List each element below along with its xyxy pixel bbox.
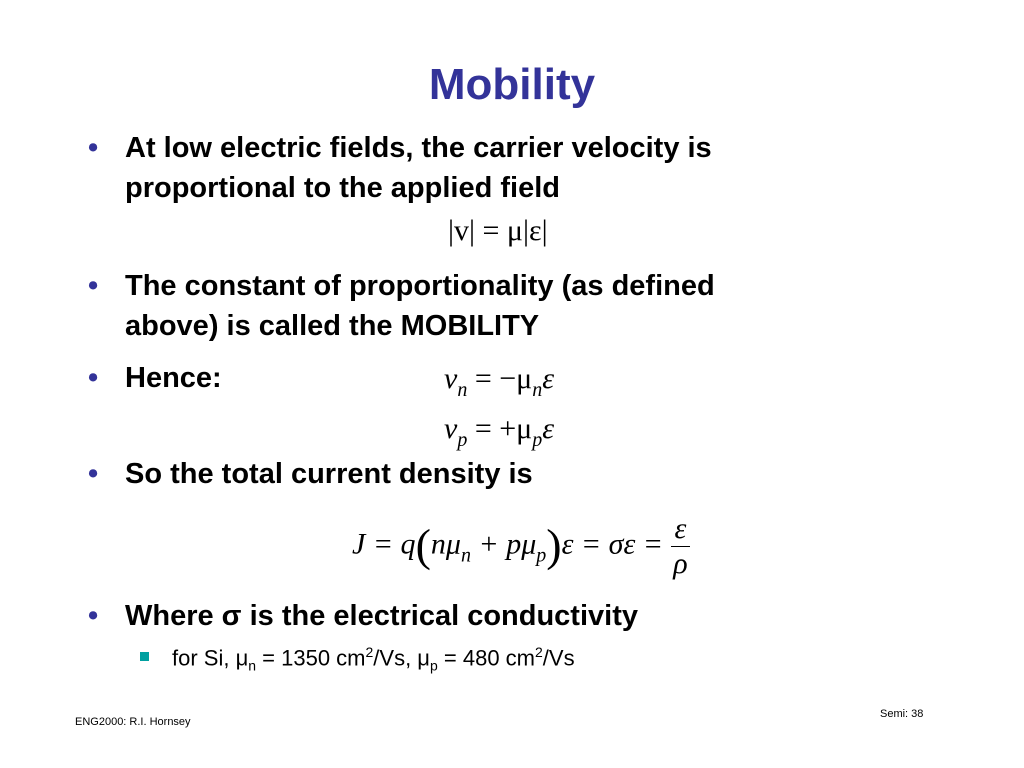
footer-author: ENG2000: R.I. Hornsey (75, 716, 191, 728)
eq-denominator: ρ (673, 547, 688, 580)
eq-rparen: ) (546, 519, 562, 571)
sub-text-prefix: for Si, μ (172, 645, 249, 671)
equation-current-density (352, 512, 690, 581)
sub-text-mid2: /Vs, μ (373, 645, 430, 671)
sub-text-mid3: = 480 cm (437, 645, 535, 671)
eq-mid: ε = σε = (561, 527, 671, 561)
bullet-text-line1: At low electric fields, the carrier velocity is (125, 132, 712, 164)
eq-p-term: + pμ (470, 527, 537, 561)
sub-mu-p: p (429, 657, 438, 674)
slide-title: Mobility (428, 60, 596, 109)
bullet-marker: • (88, 132, 99, 164)
eq-v: v (444, 362, 458, 395)
eq-v: v (444, 412, 458, 445)
eq-rest: = +μ (474, 412, 533, 445)
eq-n-sub: n (460, 544, 471, 567)
eq-epsilon: ε (542, 362, 555, 395)
eq-p-sub: p (536, 544, 547, 567)
eq-fraction (671, 512, 691, 581)
equation-vn (444, 362, 554, 402)
bullet-marker: • (88, 270, 99, 302)
bullet-text: Hence: (125, 362, 222, 394)
footer-page-number: Semi: 38 (880, 708, 924, 720)
sup-2: 2 (535, 644, 543, 660)
bullet-marker: • (88, 458, 99, 490)
eq-epsilon: ε (542, 412, 555, 445)
bullet-text: So the total current density is (125, 458, 533, 490)
eq-v-sub: n (457, 379, 468, 401)
eq-v-sub: p (457, 429, 468, 451)
eq-n-term: nμ (430, 527, 461, 561)
eq-mu-sub: p (532, 429, 543, 451)
square-bullet-icon (140, 652, 149, 661)
bullet-text-line2: above) is called the MOBILITY (125, 310, 540, 342)
equation-vp (444, 412, 554, 452)
eq-lhs: J = q (352, 527, 416, 561)
sub-text-suffix: /Vs (542, 645, 575, 671)
bullet-text: Where σ is the electrical conductivity (125, 600, 638, 632)
bullet-marker: • (88, 600, 99, 632)
sup-2: 2 (365, 644, 374, 660)
bullet-marker: • (88, 362, 99, 394)
sub-mu-n: n (248, 657, 257, 674)
bullet-text-line2: proportional to the applied field (125, 172, 560, 204)
eq-rest: = −μ (474, 362, 533, 395)
bullet-text-line1: The constant of proportionality (as defined (125, 270, 715, 302)
eq-mu-sub: n (532, 379, 543, 401)
sub-text-mid1: = 1350 cm (256, 645, 366, 671)
sub-bullet-text (172, 644, 575, 674)
equation-velocity: |v| = μ|ε| (448, 214, 548, 247)
eq-numerator: ε (674, 512, 687, 545)
eq-lparen: ( (415, 519, 431, 571)
